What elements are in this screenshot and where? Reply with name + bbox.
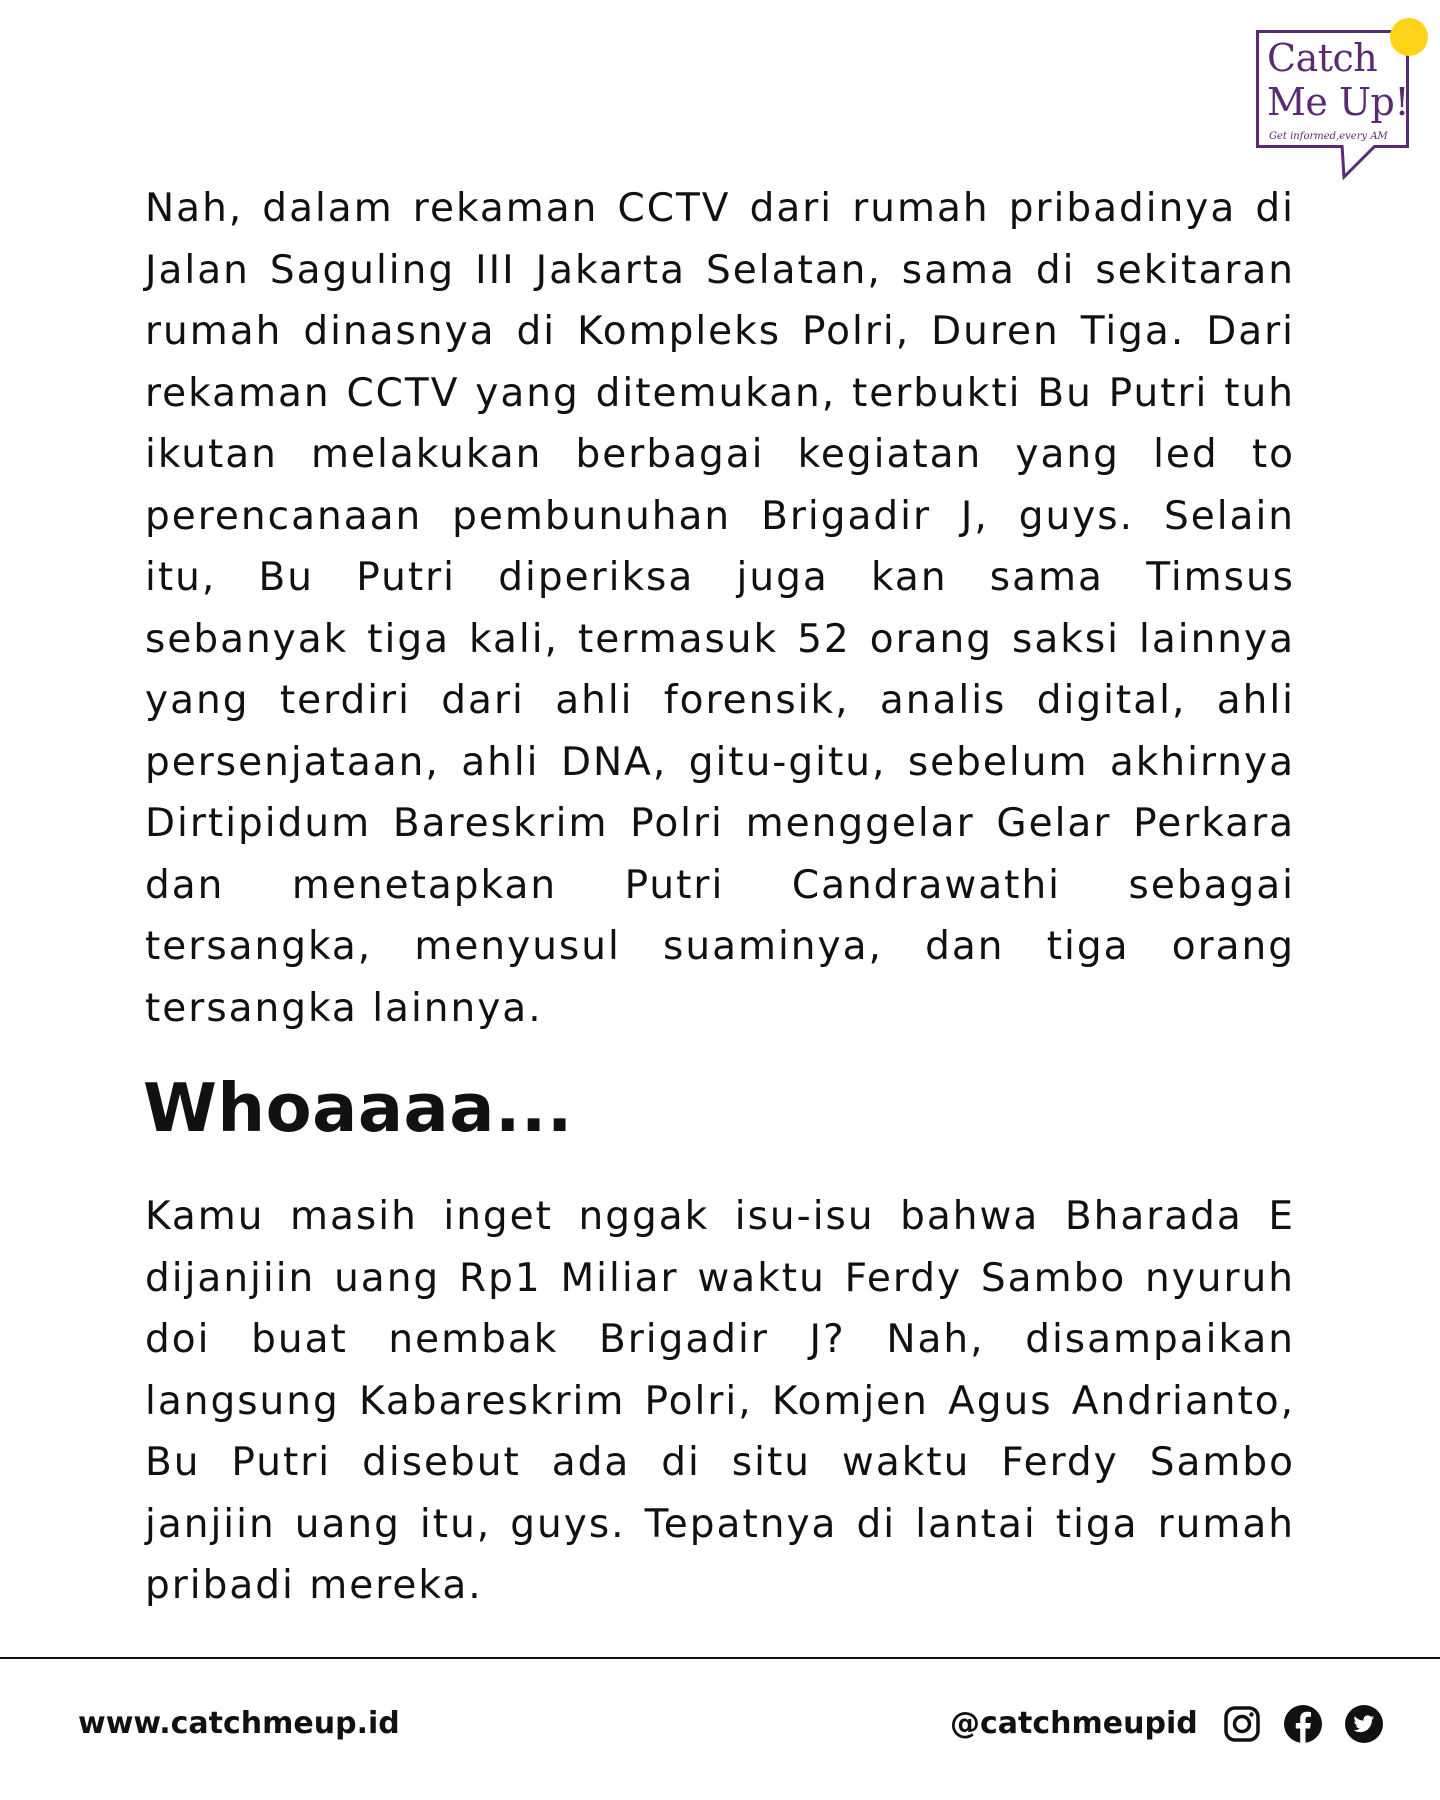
logo-text-line2: Me Up!: [1267, 80, 1410, 124]
twitter-icon[interactable]: [1344, 1704, 1384, 1744]
section-heading: Whoaaaa...: [143, 1069, 573, 1147]
logo-tagline: Get informed,every AM: [1269, 131, 1388, 142]
logo-text-line1: Catch: [1267, 36, 1378, 80]
footer-divider: [0, 1657, 1440, 1659]
brand-logo: [1256, 30, 1409, 148]
article-paragraph-1: Nah, dalam rekaman CCTV dari rumah pribadinya di Jalan Saguling III Jakarta Selatan, sama di sekitaran rumah dinasnya di Kompleks Polri, Duren Tiga. Dari rekaman CCTV yang ditemukan, terbukti Bu Putri tuh ikutan melakukan berbagai kegiatan yang led to perencanaan pembunuhan Brigadir J, guys. Selain itu, Bu Putri diperiksa juga kan sama Timsus sebanyak tiga kali, termasuk 52 orang saksi lainnya yang terdiri dari ahli forensik, analis digital, ahli persenjataan, ahli DNA, gitu-gitu, sebelum akhirnya Dirtipidum Bareskrim Polri menggelar Gelar Perkara dan menetapkan Putri Candrawathi sebagai tersangka, menyusul suaminya, dan tiga orang tersangka lainnya.: [145, 186, 1295, 1031]
article-paragraph-2: Kamu masih inget nggak isu-isu bahwa Bharada E dijanjiin uang Rp1 Miliar waktu Ferdy Sambo nyuruh doi buat nembak Brigadir J? Nah, disampaikan langsung Kabareskrim Polri, Komjen Agus Andrianto, Bu Putri disebut ada di situ waktu Ferdy Sambo janjiin uang itu, guys. Tepatnya di lantai tiga rumah pribadi mereka.: [145, 1194, 1295, 1608]
instagram-icon[interactable]: [1222, 1704, 1262, 1744]
logo-dot: [1390, 18, 1428, 56]
speech-bubble-tail: [1340, 145, 1380, 181]
facebook-icon[interactable]: [1283, 1704, 1323, 1744]
social-handle[interactable]: @catchmeupid: [950, 1706, 1198, 1741]
website-link[interactable]: www.catchmeup.id: [78, 1706, 400, 1741]
